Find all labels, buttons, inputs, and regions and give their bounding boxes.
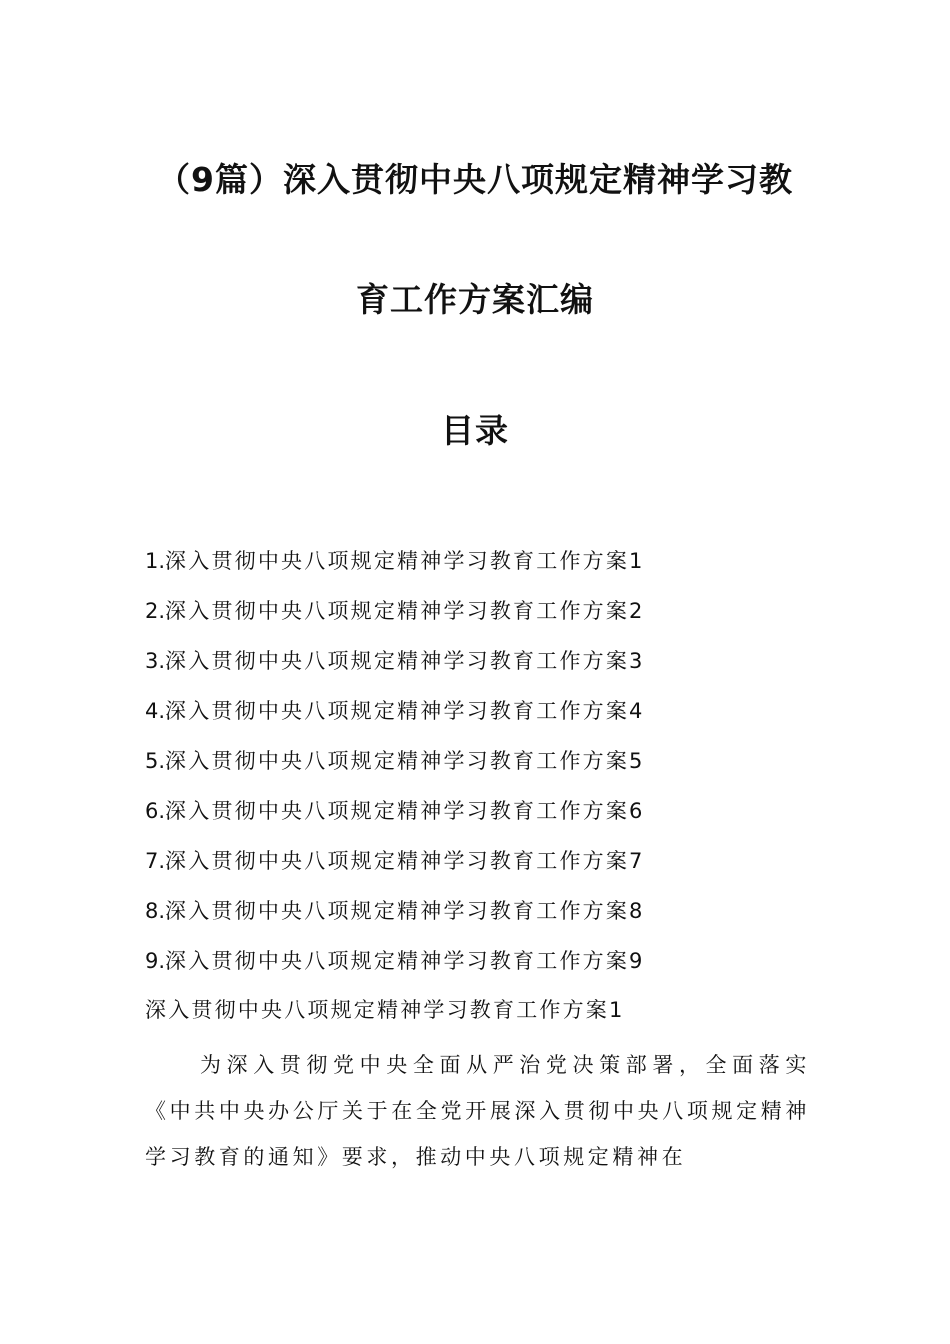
toc-item-number: 2. [145, 599, 166, 623]
section-heading: 深入贯彻中央八项规定精神学习教育工作方案1 [145, 998, 625, 1022]
toc-item[interactable] [145, 594, 825, 644]
toc-item-title: 深入贯彻中央八项规定精神学习教育工作方案 [165, 749, 630, 773]
toc-item-number: 8. [145, 899, 166, 923]
toc-item-page: 6 [629, 799, 643, 823]
toc-item[interactable] [145, 644, 825, 694]
toc-item-number: 7. [145, 849, 166, 873]
toc-item[interactable] [145, 694, 825, 744]
toc-item-number: 4. [145, 699, 166, 723]
toc-item-title: 深入贯彻中央八项规定精神学习教育工作方案 [165, 649, 630, 673]
toc-item-page: 7 [629, 849, 643, 873]
toc-item-number: 6. [145, 799, 166, 823]
toc-item-title: 深入贯彻中央八项规定精神学习教育工作方案 [165, 799, 630, 823]
body-paragraph: 为深入贯彻党中央全面从严治党决策部署，全面落实《中共中央办公厅关于在全党开展深入贯彻中央八项规定精神学习教育的通知》要求，推动中央八项规定精神在 [145, 1053, 810, 1169]
toc-item-page: 2 [629, 599, 643, 623]
toc-item-page: 4 [629, 699, 643, 723]
toc-item[interactable] [145, 744, 825, 794]
table-of-contents [145, 544, 825, 994]
toc-item-title: 深入贯彻中央八项规定精神学习教育工作方案 [165, 549, 630, 573]
toc-item-number: 1. [145, 549, 166, 573]
toc-item[interactable] [145, 794, 825, 844]
toc-item-number: 5. [145, 749, 166, 773]
toc-item[interactable] [145, 894, 825, 944]
toc-item-title: 深入贯彻中央八项规定精神学习教育工作方案 [165, 699, 630, 723]
toc-item-page: 9 [629, 949, 643, 973]
toc-item-page: 1 [629, 549, 643, 573]
toc-item-title: 深入贯彻中央八项规定精神学习教育工作方案 [165, 949, 630, 973]
toc-item-page: 8 [629, 899, 643, 923]
toc-item[interactable] [145, 944, 825, 994]
toc-item-number: 9. [145, 949, 166, 973]
document-title-line-2: 育工作方案汇编 [356, 280, 594, 319]
toc-item-page: 3 [629, 649, 643, 673]
toc-item-title: 深入贯彻中央八项规定精神学习教育工作方案 [165, 599, 630, 623]
document-title-line-1: （9篇）深入贯彻中央八项规定精神学习教 [157, 160, 793, 199]
toc-item[interactable] [145, 544, 825, 594]
toc-item[interactable] [145, 844, 825, 894]
toc-item-page: 5 [629, 749, 643, 773]
toc-heading: 目录 [441, 411, 509, 450]
toc-item-number: 3. [145, 649, 166, 673]
toc-item-title: 深入贯彻中央八项规定精神学习教育工作方案 [165, 849, 630, 873]
toc-item-title: 深入贯彻中央八项规定精神学习教育工作方案 [165, 899, 630, 923]
